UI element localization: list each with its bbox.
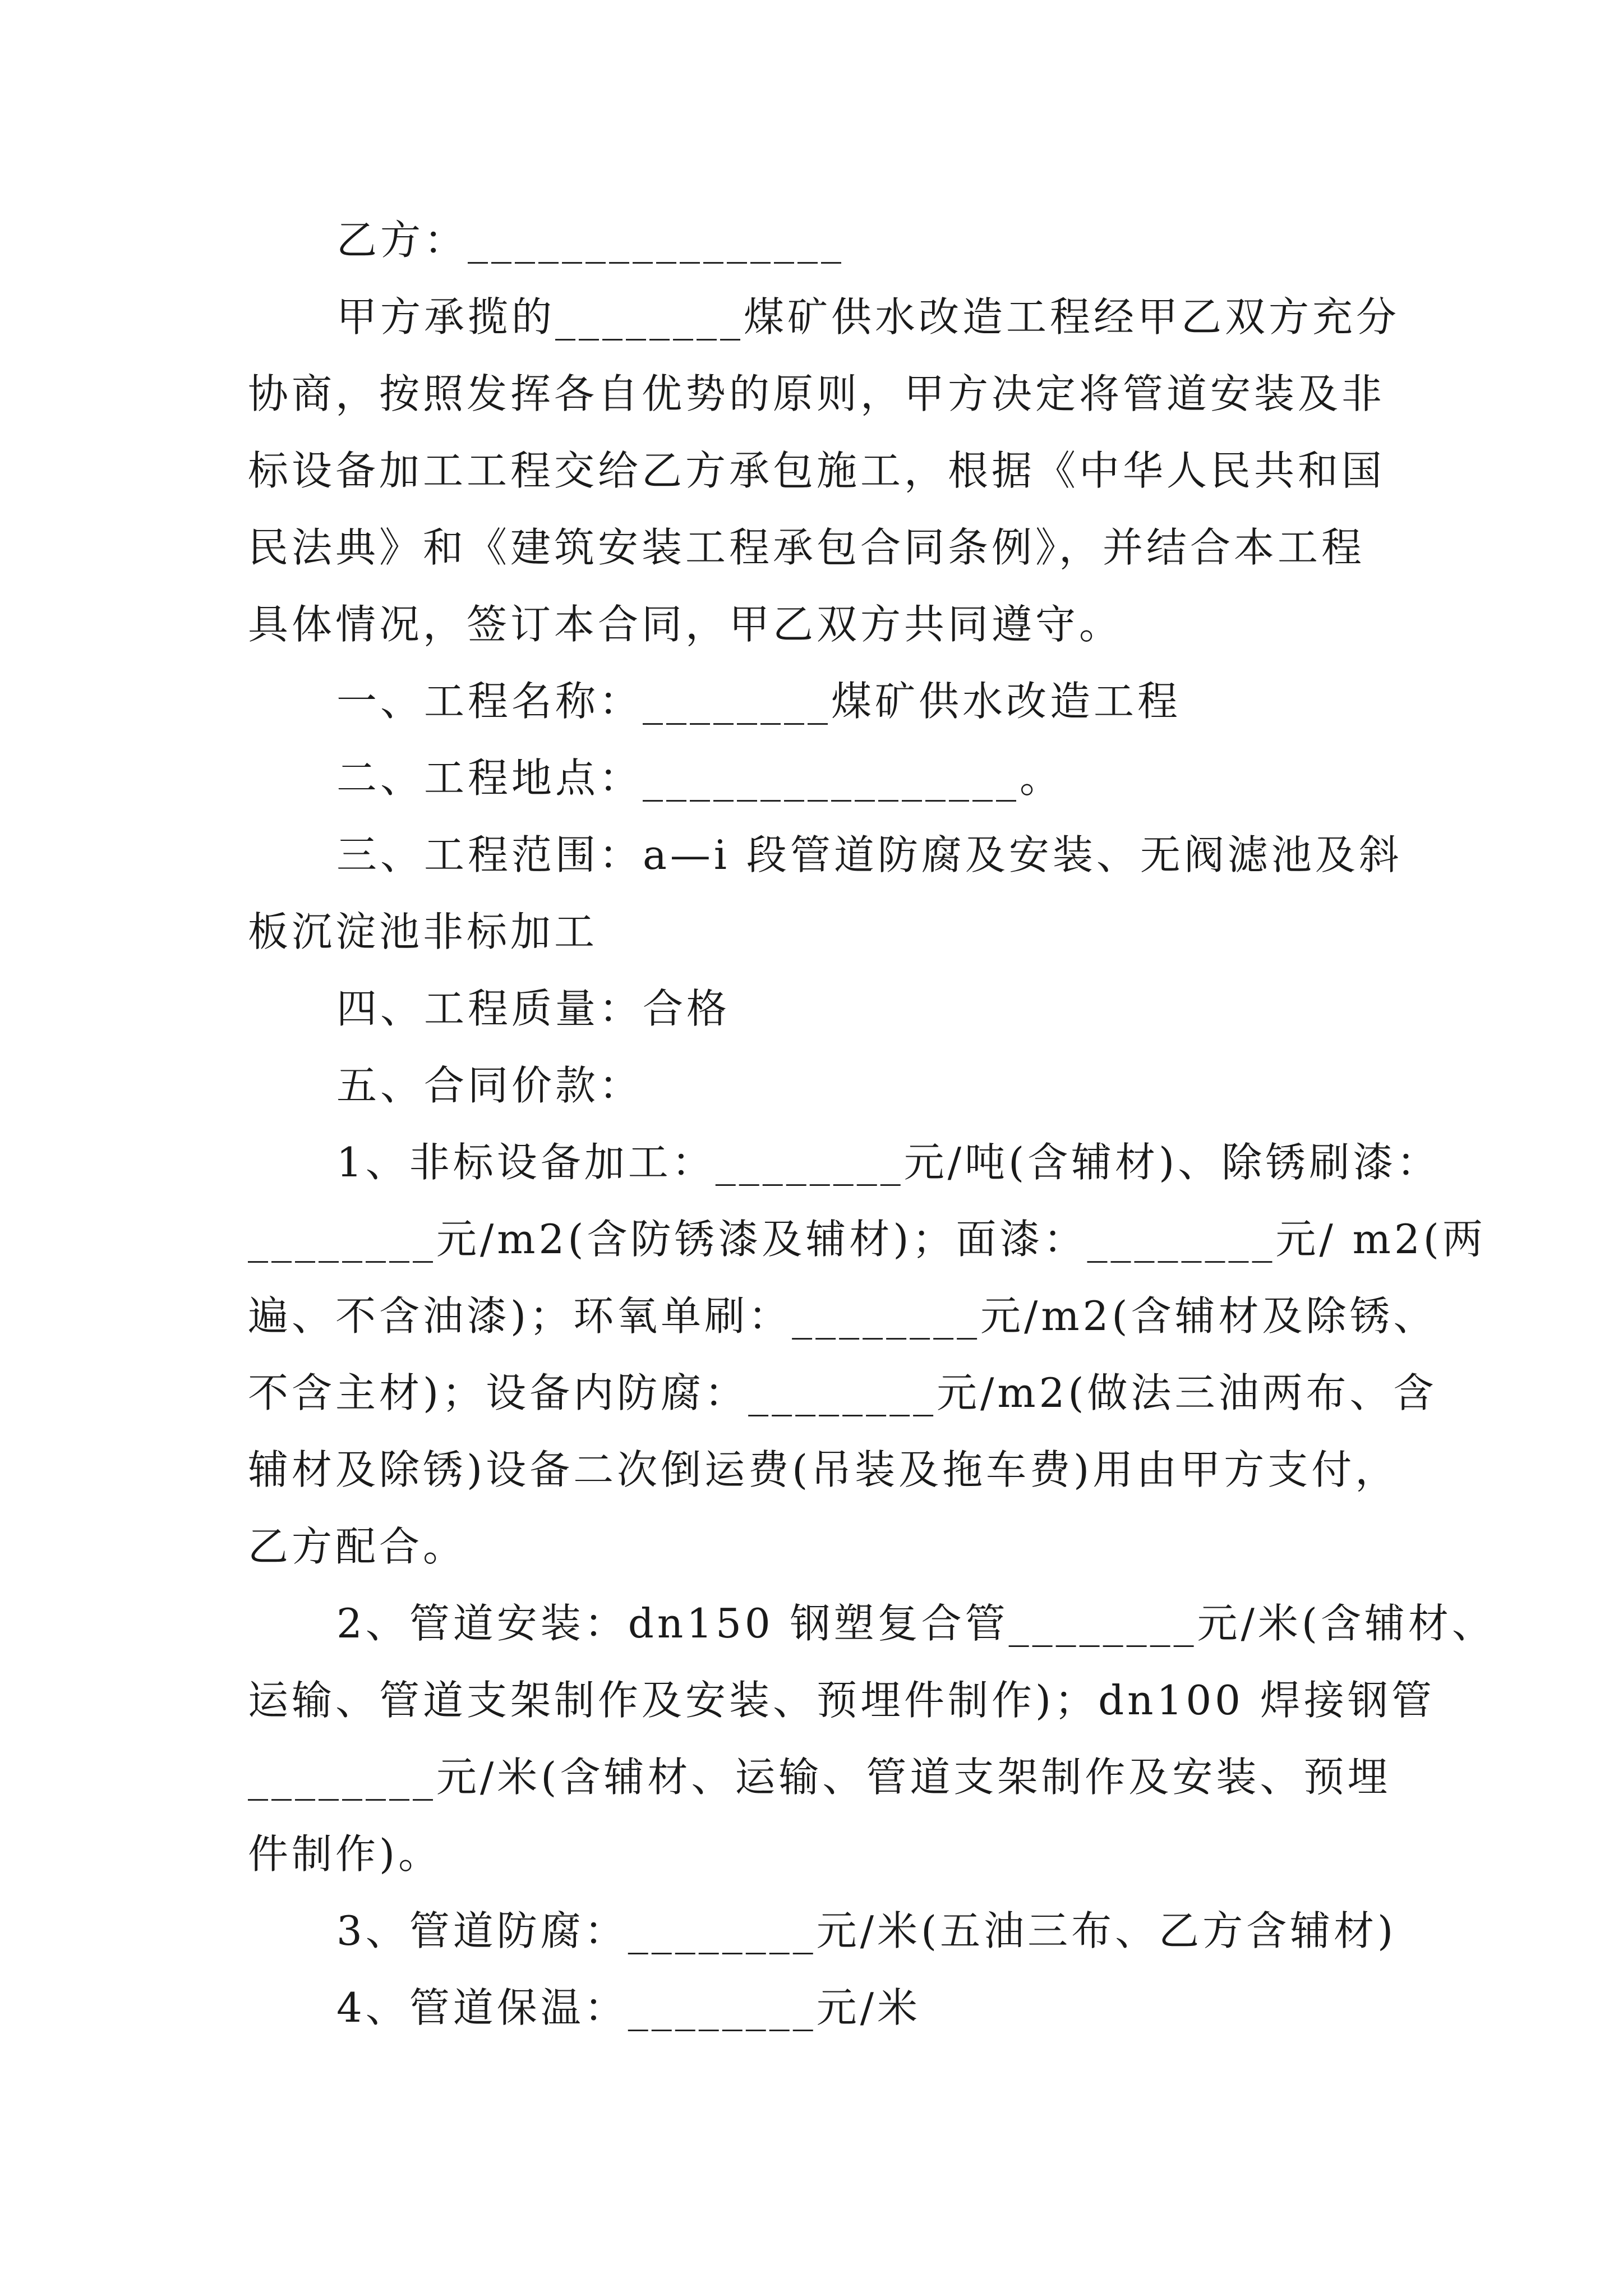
contract-price-heading: 五、合同价款： <box>336 1062 643 1109</box>
paragraph-line: 协商，按照发挥各自优势的原则，甲方决定将管道安装及非 <box>248 370 1386 417</box>
paragraph-line: 民法典》和《建筑安装工程承包合同条例》，并结合本工程 <box>248 524 1366 571</box>
project-quality-line: 四、工程质量：合格 <box>336 985 731 1032</box>
party-b-line: 乙方：________________ <box>336 217 845 264</box>
price-item-line: 1、非标设备加工：________元/吨(含辅材)、除锈刷漆： <box>336 1139 1441 1186</box>
project-location-line: 二、工程地点：________________。 <box>336 754 1064 802</box>
project-scope-line: 板沉淀池非标加工 <box>248 908 598 955</box>
price-item-line: ________元/m2(含防锈漆及辅材)；面漆：________元/ m2(两 <box>248 1216 1486 1263</box>
price-item-line: ________元/米(含辅材、运输、管道支架制作及安装、预埋 <box>248 1754 1391 1801</box>
price-item-line: 不含主材)；设备内防腐：________元/m2(做法三油两布、含 <box>248 1369 1437 1416</box>
price-item-line: 4、管道保温：________元/米 <box>336 1984 921 2031</box>
project-name-line: 一、工程名称：________煤矿供水改造工程 <box>336 678 1182 725</box>
price-item-line: 辅材及除锈)设备二次倒运费(吊装及拖车费)用由甲方支付， <box>248 1446 1399 1493</box>
price-item-line: 乙方配合。 <box>248 1523 467 1570</box>
paragraph-line: 具体情况，签订本合同，甲乙双方共同遵守。 <box>248 601 1123 648</box>
paragraph-line: 甲方承揽的________煤矿供水改造工程经甲乙双方充分 <box>336 293 1400 341</box>
project-scope-line: 三、工程范围：a—i 段管道防腐及安装、无阀滤池及斜 <box>336 831 1403 878</box>
price-item-line: 2、管道安装：dn150 钢塑复合管________元/米(含辅材、 <box>336 1600 1496 1647</box>
price-item-line: 遍、不含油漆)；环氧单刷：________元/m2(含辅材及除锈、 <box>248 1292 1437 1340</box>
price-item-line: 件制作)。 <box>248 1830 442 1878</box>
paragraph-line: 标设备加工工程交给乙方承包施工，根据《中华人民共和国 <box>248 447 1386 494</box>
price-item-line: 3、管道防腐：________元/米(五油三布、乙方含辅材) <box>336 1907 1397 1954</box>
price-item-line: 运输、管道支架制作及安装、预埋件制作)；dn100 焊接钢管 <box>248 1677 1435 1724</box>
